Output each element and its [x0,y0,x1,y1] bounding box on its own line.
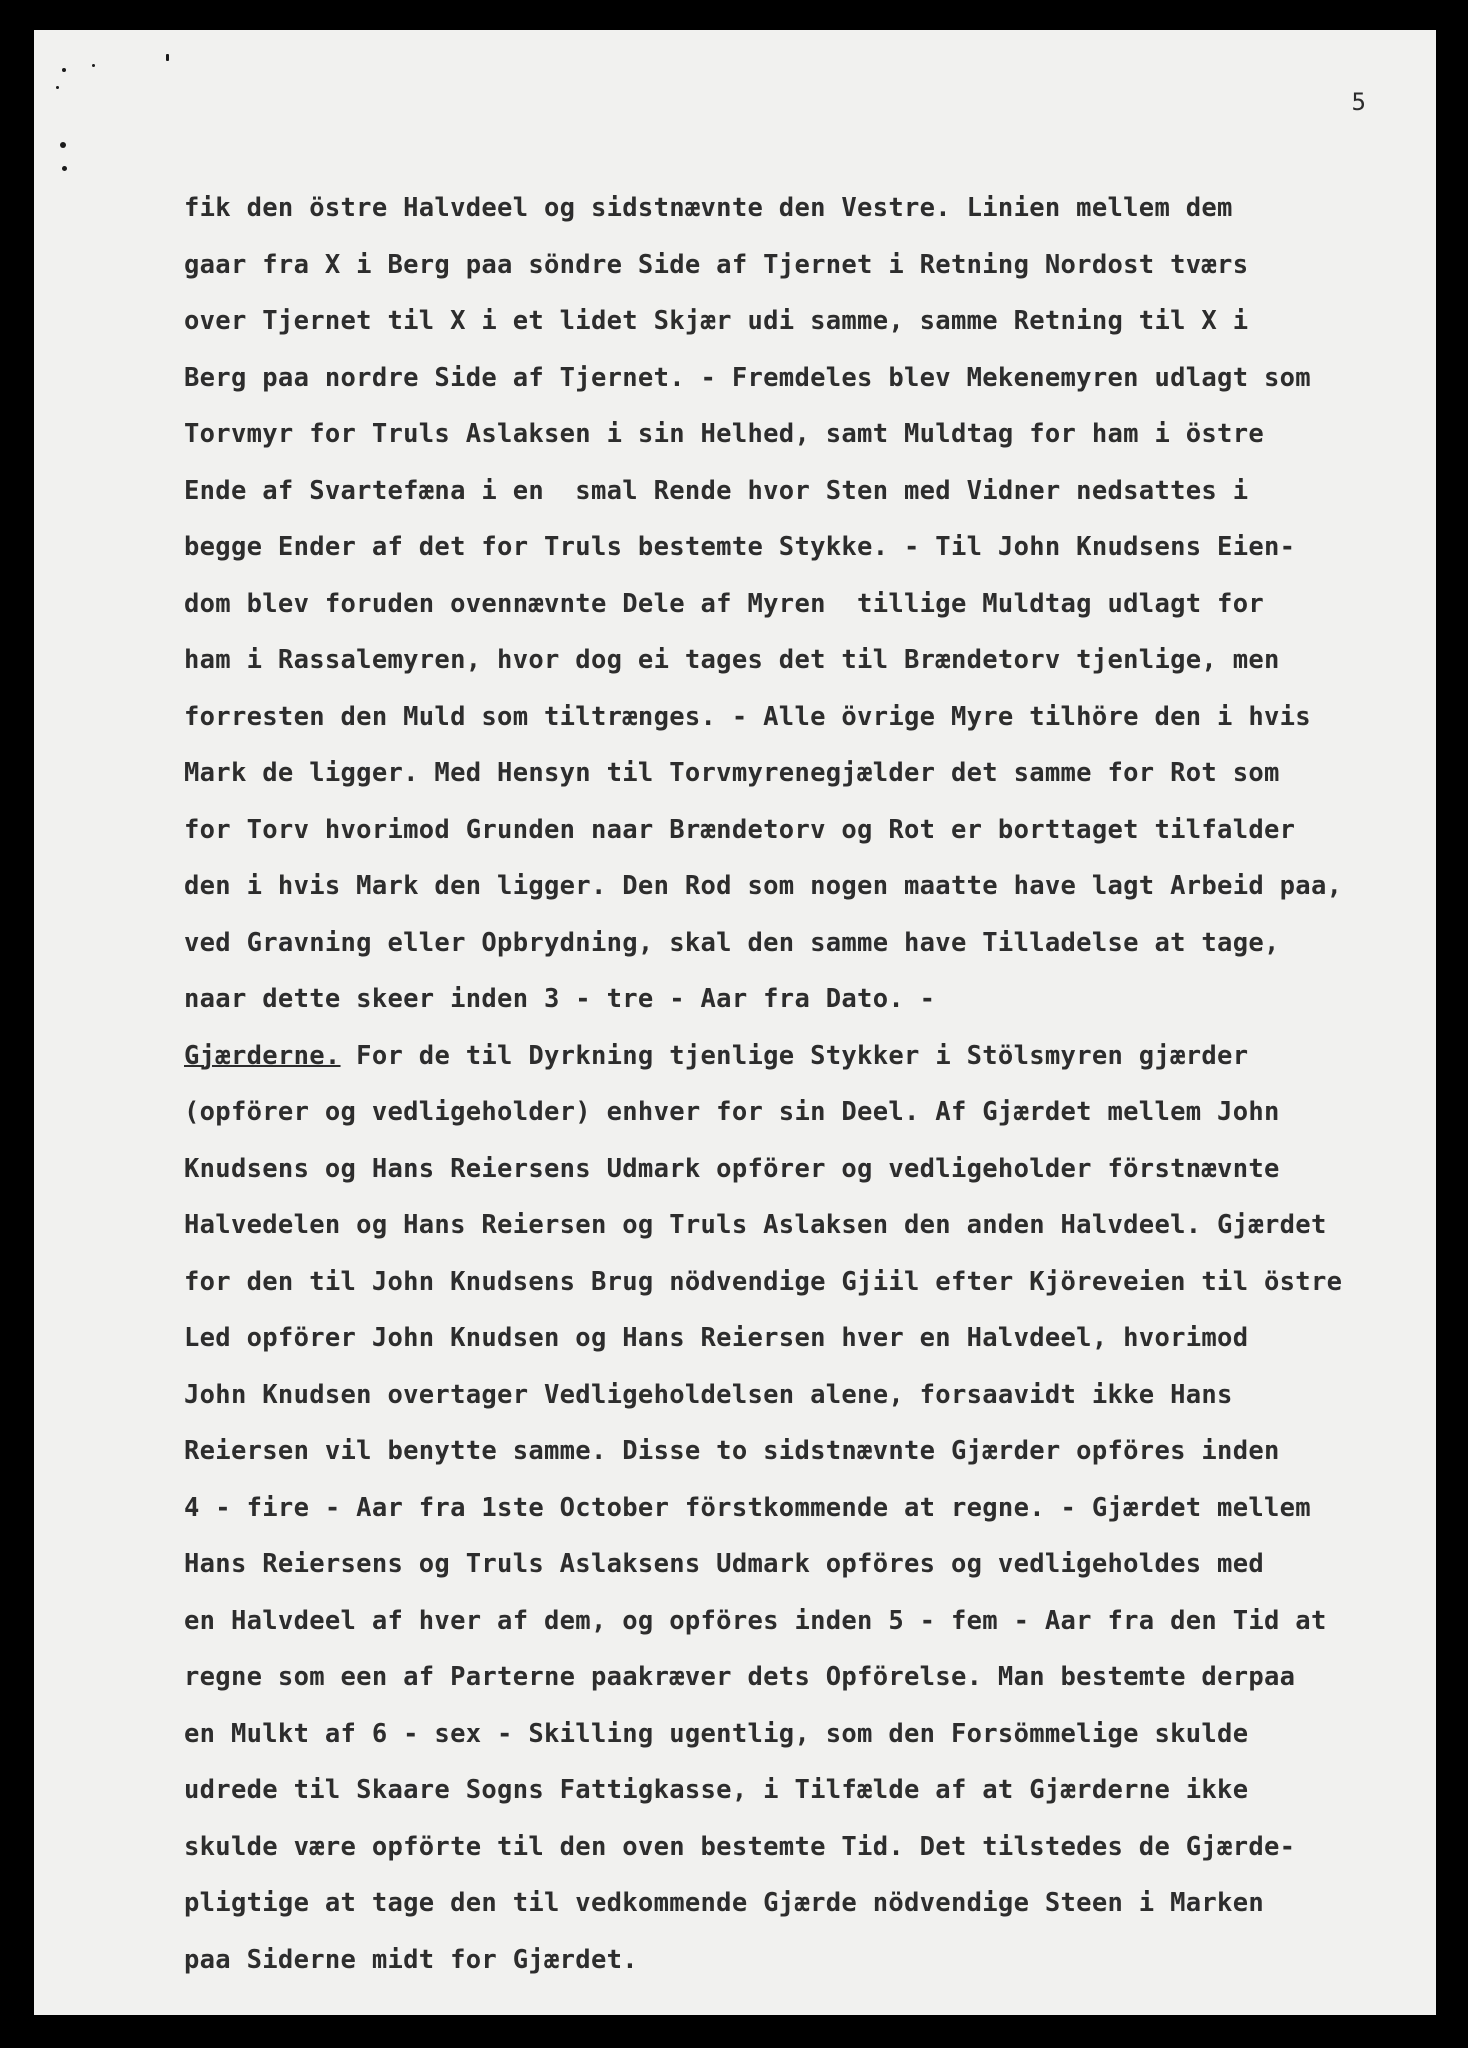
punch-mark [62,166,67,171]
page-number: 5 [1351,88,1366,116]
text-line: for den til John Knudsens Brug nödvendige Gjiil efter Kjöreveien til östre [184,1266,1343,1297]
text-line: pligtige at tage den til vedkommende Gjærde nödvendige Steen i Marken [184,1888,1265,1918]
punch-mark [62,68,66,72]
text-line: udrede til Skaare Sogns Fattigkasse, i Tilfælde af at Gjærderne ikke [184,1775,1249,1805]
text-line: skulde være opförte til den oven bestemte Tid. Det tilstedes de Gjærde- [184,1831,1296,1862]
text-line: Mark de ligger. Med Hensyn til Torvmyrenegjælder det samme for Rot som [184,758,1280,788]
text-line: 4 - fire - Aar fra 1ste October förstkommende at regne. - Gjærdet mellem [184,1492,1311,1523]
text-line: John Knudsen overtager Vedligeholdelsen alene, forsaavidt ikke Hans [184,1379,1233,1410]
text-line: Ende af Svartefæna i en smal Rende hvor Sten med Vidner nedsattes i [184,475,1249,506]
text-line: Led opförer John Knudsen og Hans Reiersen hver en Halvdeel, hvorimod [184,1323,1249,1353]
text-line: gaar fra X i Berg paa söndre Side af Tjernet i Retning Nordost tværs [184,249,1249,280]
text-line: Torvmyr for Truls Aslaksen i sin Helhed, samt Muldtag for ham i östre [184,419,1265,449]
text-line: en Mulkt af 6 - sex - Skilling ugentlig, som den Forsömmelige skulde [184,1718,1249,1749]
text-line: Knudsens og Hans Reiersens Udmark opförer og vedligeholder förstnævnte [184,1153,1280,1184]
text-line: Berg paa nordre Side af Tjernet. - Fremdeles blev Mekenemyren udlagt som [184,362,1311,393]
text-line: fik den östre Halvdeel og sidstnævnte den Vestre. Linien mellem dem [184,193,1233,223]
section-first-line [184,1028,1424,1085]
punch-mark [166,54,169,61]
section-heading: Gjærderne. [184,1040,341,1071]
text-line: (opförer og vedligeholder) enhver for sin Deel. Af Gjærdet mellem John [184,1097,1280,1127]
text-line: for Torv hvorimod Grunden naar Brændetorv og Rot er borttaget tilfalder [184,814,1296,845]
text-line: Reiersen vil benytte samme. Disse to sidstnævnte Gjærder opföres inden [184,1436,1280,1466]
text-line: paa Siderne midt for Gjærdet. [184,1944,638,1975]
text-line: begge Ender af det for Truls bestemte Stykke. - Til John Knudsens Eien- [184,532,1296,562]
text-line: over Tjernet til X i et lidet Skjær udi samme, samme Retning til X i [184,306,1249,336]
typewritten-text [184,180,1424,1988]
text-line: naar dette skeer inden 3 - tre - Aar fra Dato. - [184,984,936,1014]
text-line: den i hvis Mark den ligger. Den Rod som nogen maatte have lagt Arbeid paa, [184,871,1343,901]
text-line: en Halvdeel af hver af dem, og opföres inden 5 - fem - Aar fra den Tid at [184,1605,1327,1636]
section-first-line-text: For de til Dyrkning tjenlige Stykker i Stölsmyren gjærder [340,1040,1249,1071]
text-line: forresten den Muld som tiltrænges. - Alle övrige Myre tilhöre den i hvis [184,701,1311,732]
text-line: Hans Reiersens og Truls Aslaksens Udmark opföres og vedligeholdes med [184,1549,1265,1579]
text-line: regne som een af Parterne paakræver dets Opförelse. Man bestemte derpaa [184,1662,1296,1692]
punch-mark [56,86,59,89]
text-line: ham i Rassalemyren, hvor dog ei tages det til Brændetorv tjenlige, men [184,645,1280,675]
text-line: dom blev foruden ovennævnte Dele af Myren tillige Muldtag udlagt for [184,588,1265,619]
document-page [34,30,1436,2015]
punch-mark [60,142,66,148]
text-line: ved Gravning eller Opbrydning, skal den samme have Tilladelse at tage, [184,927,1280,958]
text-line: Halvedelen og Hans Reiersen og Truls Aslaksen den anden Halvdeel. Gjærdet [184,1210,1327,1240]
punch-mark [92,64,95,67]
